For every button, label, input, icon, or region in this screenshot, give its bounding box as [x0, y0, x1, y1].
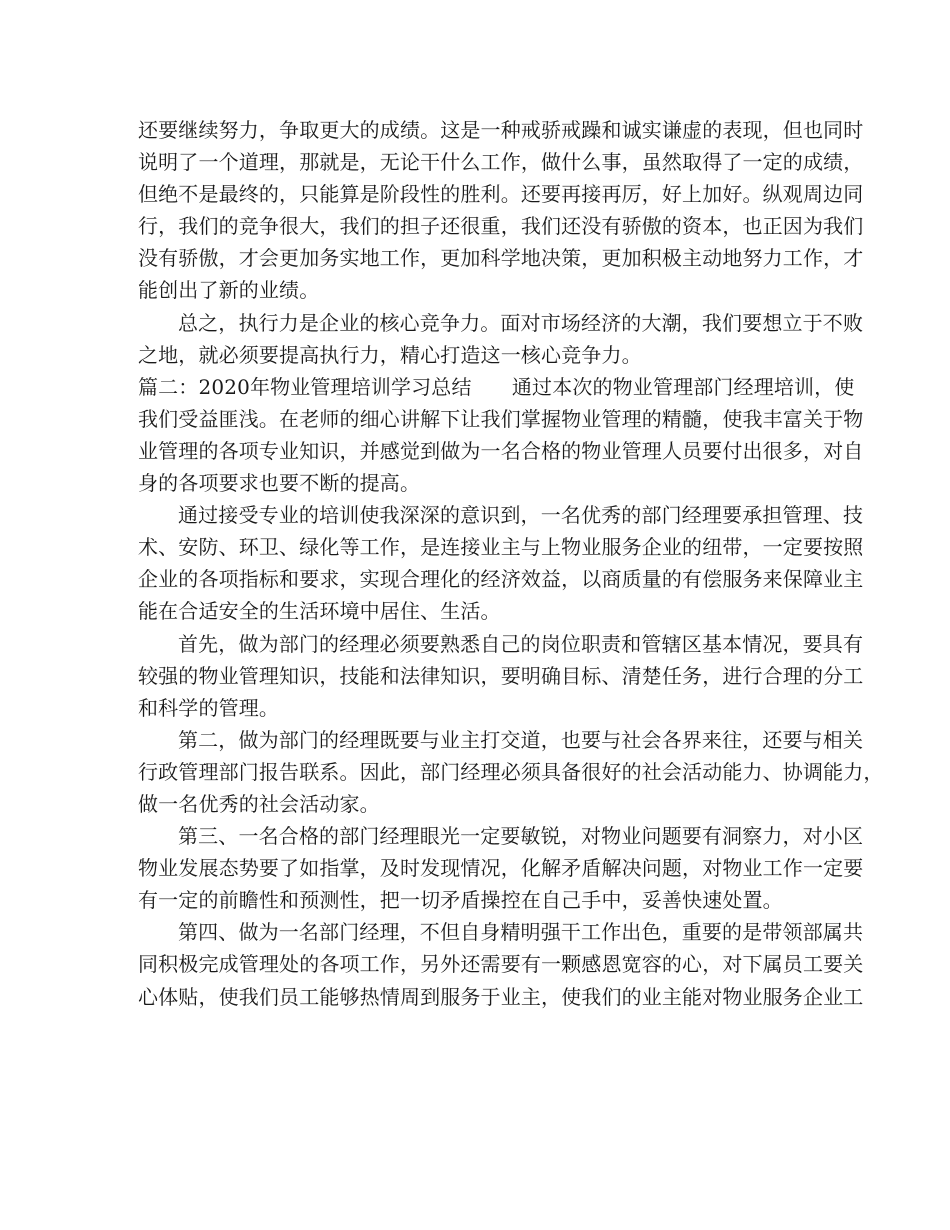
text-line: 做一名优秀的社会活动家。: [138, 791, 380, 816]
text-line: 行政管理部门报告联系。因此，部门经理必须具备很好的社会活动能力、协调能力，: [138, 759, 884, 784]
text-line: 还要继续努力，争取更大的成绩。这是一种戒骄戒躁和诚实谦虚的表现，但也同时: [138, 118, 864, 142]
text-line: 第二，做为部门的经理既要与业主打交道，也要与社会各界来往，还要与相关: [178, 727, 864, 752]
text-line: 能创出了新的业绩。: [138, 278, 320, 303]
document-body: [138, 114, 884, 1013]
text-line: 篇二：2020年物业管理培训学习总结 通过本次的物业管理部门经理培训，使: [138, 374, 855, 399]
text-line: 和科学的管理。: [138, 695, 280, 720]
text-line: 有一定的前瞻性和预测性，把一切矛盾操控在自己手中，妥善快速处置。: [138, 888, 783, 913]
text-line: 第三、一名合格的部门经理眼光一定要敏锐，对物业问题要有洞察力，对小区: [178, 824, 864, 849]
text-line: 但绝不是最终的，只能算是阶段性的胜利。还要再接再厉，好上加好。纵观周边同: [138, 182, 864, 207]
text-line: 能在合适安全的生活环境中居住、生活。: [138, 599, 501, 624]
text-line: 通过接受专业的培训使我深深的意识到，一名优秀的部门经理要承担管理、技: [178, 503, 864, 528]
text-line: 我们受益匪浅。在老师的细心讲解下让我们掌握物业管理的精髓，使我丰富关于物: [138, 406, 864, 431]
text-line: 行，我们的竞争很大，我们的担子还很重，我们还没有骄傲的资本，也正因为我们: [138, 214, 864, 239]
text-line: 说明了一个道理，那就是，无论干什么工作，做什么事，虽然取得了一定的成绩，: [138, 150, 864, 175]
text-line: 较强的物业管理知识，技能和法律知识，要明确目标、清楚任务，进行合理的分工: [138, 663, 864, 688]
text-line: 没有骄傲，才会更加务实地工作，更加科学地决策，更加积极主动地努力工作，才: [138, 246, 864, 271]
text-line: 心体贴，使我们员工能够热情周到服务于业主，使我们的业主能对物业服务企业工: [138, 984, 864, 1009]
text-line: 物业发展态势要了如指掌，及时发现情况，化解矛盾解决问题，对物业工作一定要: [138, 856, 864, 881]
text-line: 总之，执行力是企业的核心竞争力。面对市场经济的大潮，我们要想立于不败: [178, 310, 864, 335]
text-line: 术、安防、环卫、绿化等工作，是连接业主与上物业服务企业的纽带，一定要按照: [138, 535, 864, 560]
text-line: 之地，就必须要提高执行力，精心打造这一核心竞争力。: [138, 342, 642, 367]
text-line: 第四、做为一名部门经理，不但自身精明强干工作出色，重要的是带领部属共: [178, 920, 864, 945]
text-line: 企业的各项指标和要求，实现合理化的经济效益，以商质量的有偿服务来保障业主: [138, 567, 864, 592]
text-line: 身的各项要求也要不断的提高。: [138, 471, 421, 496]
text-line: 同积极完成管理处的各项工作，另外还需要有一颗感恩宽容的心，对下属员工要关: [138, 952, 864, 977]
text-line: 首先，做为部门的经理必须要熟悉自己的岗位职责和管辖区基本情况，要具有: [178, 631, 864, 656]
text-line: 业管理的各项专业知识，并感觉到做为一名合格的物业管理人员要付出很多，对自: [138, 438, 864, 463]
